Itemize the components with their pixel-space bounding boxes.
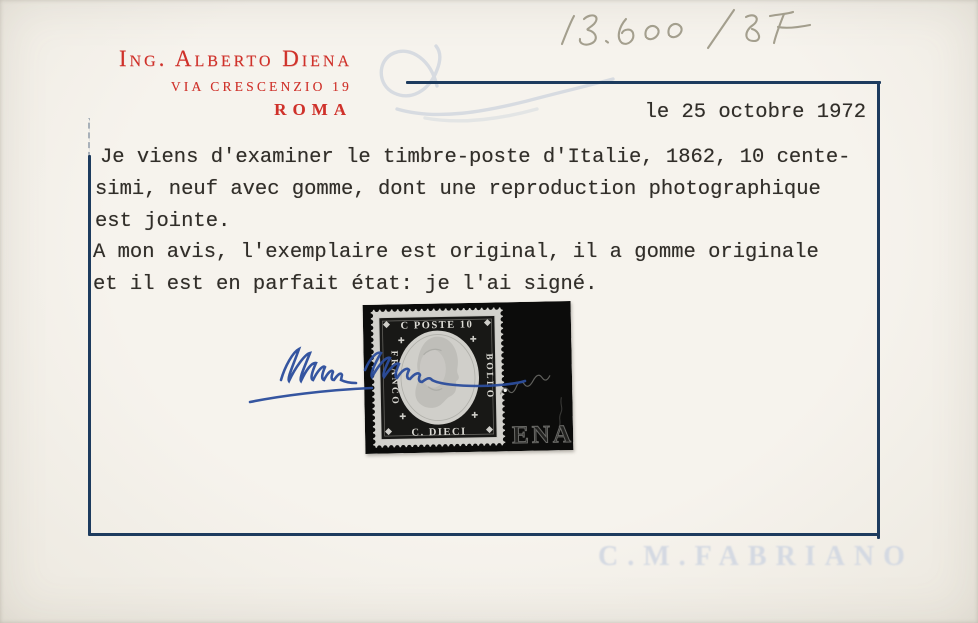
frame-bottom-rule [88, 533, 879, 536]
expert-signature [233, 328, 533, 418]
letterhead [98, 46, 352, 120]
body-line: est jointe. [95, 210, 231, 233]
stamp-label-left: FRANCO [388, 350, 400, 407]
frame-right-rule [877, 81, 880, 539]
body-line: simi, neuf avec gomme, dont une reproduction photographique [95, 178, 821, 201]
pencil-note [538, 2, 818, 56]
stamp-label-top: C POSTE 10 [400, 319, 474, 332]
letterhead-address: VIA CRESCENZIO 19 [170, 79, 352, 94]
body-line: et il est en parfait état: je l'ai signé. [93, 273, 598, 296]
frame-top-rule [406, 81, 881, 84]
frame-left-rule-faded [88, 118, 92, 155]
paper-mill-watermark: C.M.FABRIANO [598, 541, 914, 572]
frame-left-rule [88, 155, 91, 535]
letterhead-city: ROMA [274, 100, 352, 119]
letterhead-name: Ing. Alberto Diena [118, 46, 352, 71]
body-line: Je viens d'examiner le timbre-poste d'Italie, 1862, 10 cente- [100, 146, 851, 169]
date-line: le 25 octobre 1972 [644, 101, 866, 124]
stamp-label-right: BOLLO [483, 353, 495, 400]
body-line: A mon avis, l'exemplaire est original, il a gomme originale [93, 241, 819, 264]
stamp-label-bottom: C. DIECI [411, 426, 467, 439]
diena-blindstamp: ENA [511, 420, 574, 450]
